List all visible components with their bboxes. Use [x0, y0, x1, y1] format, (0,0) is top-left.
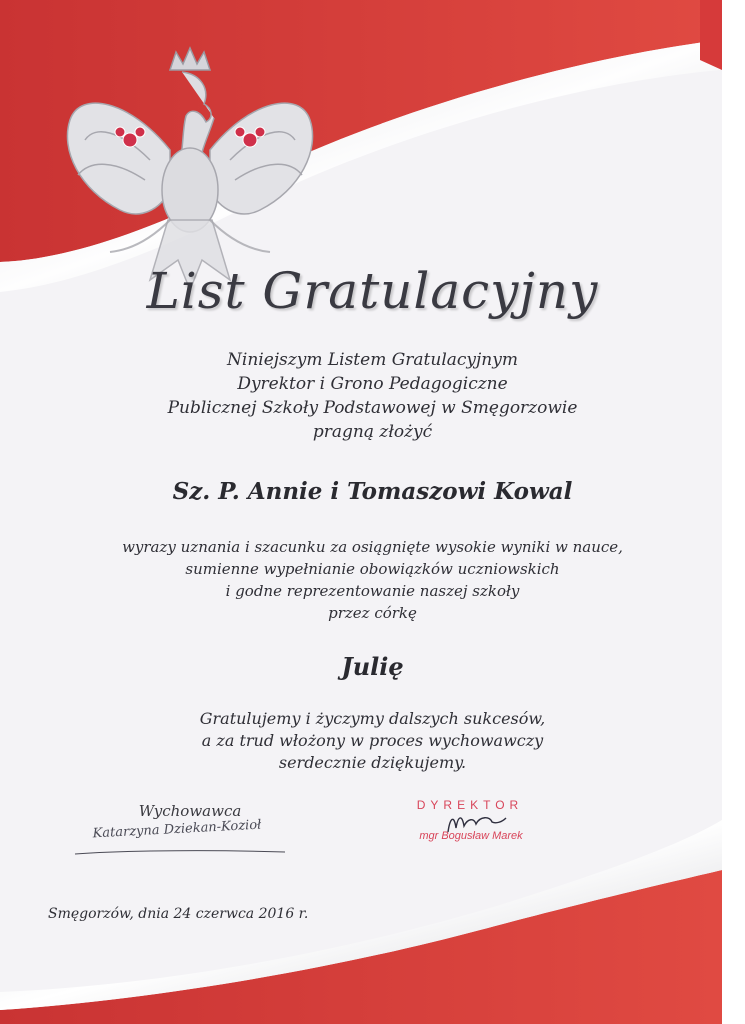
closing-line: a za trud włożony w proces wychowawczy	[201, 731, 544, 750]
reason-line: i godne reprezentowanie naszej szkoły	[225, 582, 520, 600]
director-title: DYREKTOR	[416, 798, 524, 812]
certificate-title: List Gratulacyjny	[146, 262, 599, 320]
closing-line: Gratulujemy i życzymy dalszych sukcesów,	[199, 709, 546, 728]
student-name: Julię	[341, 652, 404, 681]
right-edge-strip	[722, 0, 745, 1024]
place-and-date: Smęgorzów, dnia 24 czerwca 2016 r.	[48, 906, 309, 922]
closing-line: serdecznie dziękujemy.	[278, 753, 467, 772]
teacher-signature: Katarzyna Dziekan-Kozioł	[92, 817, 262, 842]
intro-line: pragną złożyć	[312, 422, 433, 442]
reason-line: przez córkę	[328, 604, 417, 622]
teacher-signature-underline	[70, 848, 290, 858]
director-name: mgr Bogusław Marek	[419, 830, 523, 842]
recipients-name: Sz. P. Annie i Tomaszowi Kowal	[172, 478, 573, 505]
intro-line: Dyrektor i Grono Pedagogiczne	[237, 374, 508, 394]
intro-line: Niniejszym Listem Gratulacyjnym	[227, 350, 518, 370]
reason-line: sumienne wypełnianie obowiązków uczniowskich	[185, 560, 560, 578]
reason-line: wyrazy uznania i szacunku za osiągnięte wysokie wyniki w nauce,	[122, 538, 623, 556]
intro-line: Publicznej Szkoły Podstawowej w Smęgorzowie	[167, 398, 578, 418]
teacher-title: Wychowawca	[138, 802, 242, 820]
